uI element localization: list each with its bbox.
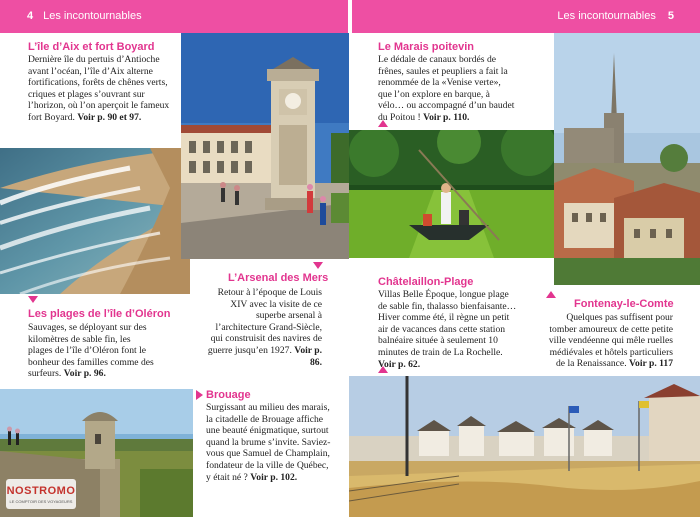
text-marais [378,54,516,124]
ref-chatelaillon[interactable]: Voir p. 62. [378,358,421,370]
photo-oleron-beach [0,148,190,294]
watermark-tagline: LE COMPTOIR DES VOYAGEURS [9,499,73,504]
title-aix: L’île d’Aix et fort Boyard [28,41,155,53]
title-arsenal: L’Arsenal des Mers [228,272,329,284]
header-band-left [0,0,348,33]
text-arsenal [204,287,322,368]
ref-brouage[interactable]: Voir p. 102. [250,471,298,483]
title-fontenay: Fontenay-le-Comte [574,298,674,310]
text-chatelaillon-body: Villas Belle Époque, longue plage de sable fin, thalasso bienfaisante… Hiver comme été, il règne un petit air de vacances dans cette station balnéaire située à seulement 10 minutes de train de La Rochelle. [378,289,517,358]
watermark-brand: NOSTROMO [6,485,76,497]
pointer-fontenay [546,291,556,298]
text-fontenay [542,312,673,370]
text-aix [28,54,178,124]
header-band-right [352,0,700,33]
ref-arsenal[interactable]: Voir p. 86. [294,344,322,368]
title-chatelaillon: Châtelaillon-Plage [378,276,474,288]
title-oleron: Les plages de l’île d’Oléron [28,308,171,320]
text-oleron [28,322,156,380]
photo-fontenay-le-comte [554,33,700,285]
ref-oleron[interactable]: Voir p. 96. [63,368,106,380]
title-marais: Le Marais poitevin [378,41,474,53]
text-aix-body: Dernière île du pertuis d’Antioche avant l’océan, l’île d’Aix alterne fortifications, forêts de chênes verts, criques et plages s’ouvrant sur l’horizon, où l’on aperçoit le fameux fort Boyard. [28,54,170,123]
text-marais-body: Le dédale de canaux bordés de frênes, saules et peupliers a fait la renommée de la «Venise verte», que l’on explore en barque, à vélo… ou accompagné d’un baudet du Poitou ! [378,54,515,123]
pointer-oleron [28,296,38,303]
ref-fontenay[interactable]: Voir p. 117 [629,358,673,370]
photo-marais-poitevin [349,130,554,258]
nostromo-watermark [6,479,76,509]
text-chatelaillon [378,289,520,370]
text-arsenal-body: Retour à l’époque de Louis XIV avec la visite de ce superbe arsenal à l’architecture Grand-Siècle, qui construisit des navires de guerre jusqu’en 1927. [207,287,322,356]
photo-arsenal [181,33,349,259]
pointer-arsenal [313,262,323,269]
text-brouage [206,402,332,483]
ref-aix[interactable]: Voir p. 90 et 97. [77,111,142,123]
text-brouage-body: Surgissant au milieu des marais, la citadelle de Brouage affiche une beauté énigmatique, surtout quand la brume s’invite. Saviez-vous que Samuel de Champlain, fondateur de la ville de Québec, y était né ? [206,402,331,483]
page-number-right: 5 [667,10,674,22]
text-fontenay-body: Quelques pas suffisent pour tomber amoureux de cette petite ville vendéenne qui mêle ruelles médiévales et hôtels particuliers de la Renaissance. [548,312,673,370]
title-brouage: Brouage [206,389,251,401]
ref-marais[interactable]: Voir p. 110. [423,111,470,123]
pointer-brouage [196,390,203,400]
photo-chatelaillon [349,376,700,517]
pointer-chatelaillon [378,366,388,373]
header-title-left: Les incontournables [43,10,142,22]
text-oleron-body: Sauvages, se déployant sur des kilomètres de sable fin, les plages de l’île d’Oléron font le bonheur des familles comme des surfeurs. [28,322,154,380]
pointer-marais [378,120,388,127]
header-title-right: Les incontournables [557,10,656,22]
page-number-left: 4 [27,10,34,22]
